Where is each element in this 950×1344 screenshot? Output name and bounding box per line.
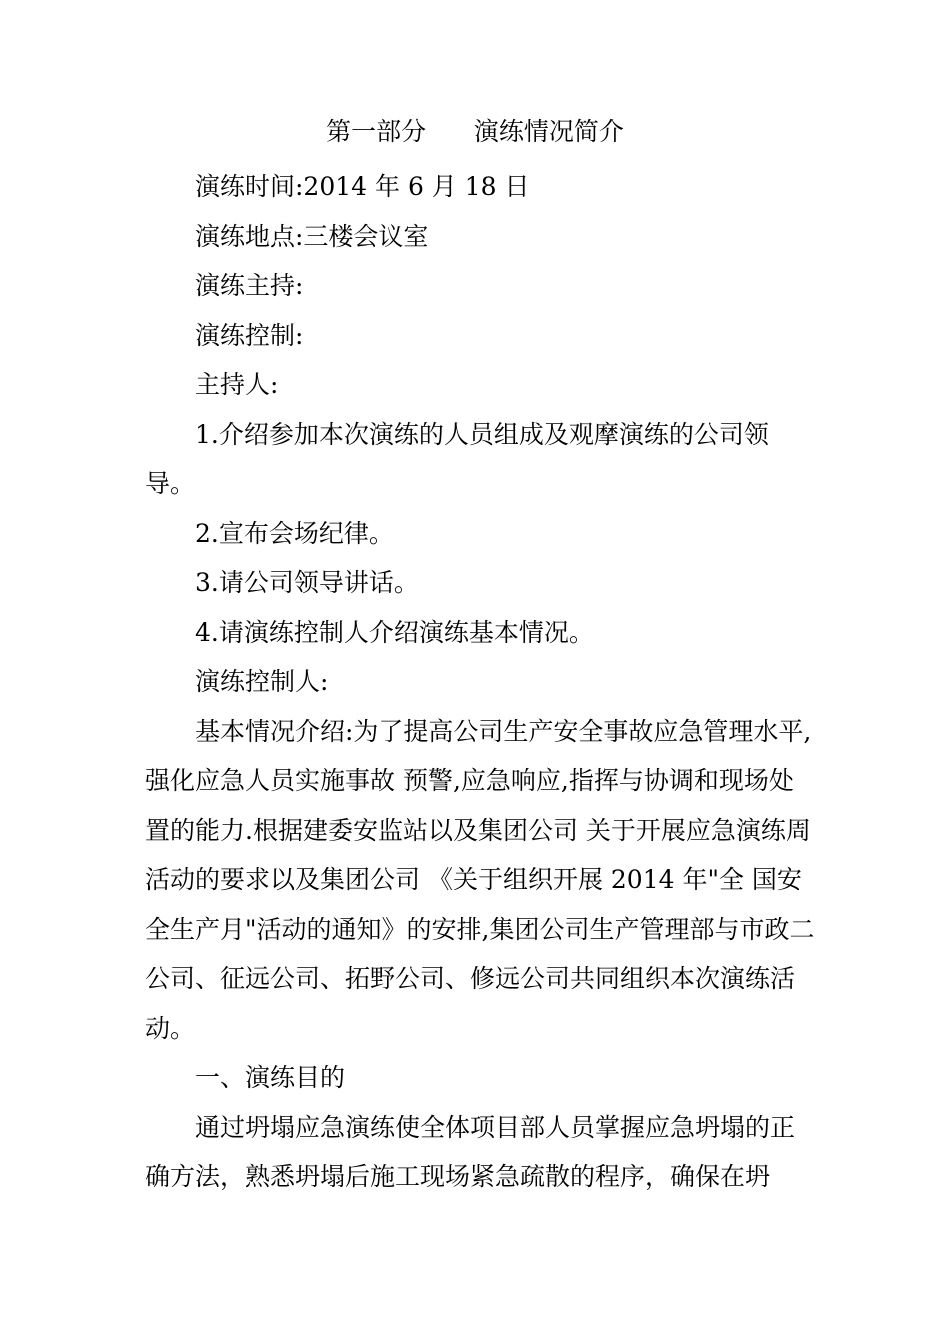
host-item-3: 3.请公司领导讲话。 (195, 568, 419, 597)
section-title: 第一部分 演练情况简介 (326, 117, 624, 146)
document-body (145, 162, 815, 1202)
purpose-heading: 一、演练目的 (195, 1063, 346, 1092)
host-heading: 主持人: (195, 370, 279, 399)
host-item-2: 2.宣布会场纪律。 (195, 518, 394, 548)
purpose-paragraph: 通过坍塌应急演练使全体项目部人员掌握应急坍塌的正确方法，熟悉坍塌后施工现场紧急疏散的程序，确保在坍 (145, 1112, 796, 1191)
controller-heading: 演练控制人: (195, 667, 329, 696)
drill-location: 演练地点:三楼会议室 (195, 221, 429, 251)
drill-time: 演练时间:2014 年 6 月 18 日 (195, 172, 530, 201)
host-item-4: 4.请演练控制人介绍演练基本情况。 (195, 617, 594, 647)
host-item-1: 1.介绍参加本次演练的人员组成及观摩演练的公司领导。 (145, 419, 769, 498)
basic-info-paragraph: 基本情况介绍:为了提高公司生产安全事故应急管理水平,强化应急人员实施事故 预警,应急响应,指挥与协调和现场处置的能力.根据建委安监站以及集团公司 关于开展应急演练周活动的要求以及集团公司 《关于组织开展 2014 年"全 国安全生产月"活动的通知》的安排,集团公司生产管理部与市政二公司、征远公司、拓野公司、修远公司共同组织本次演练活动。 (145, 716, 815, 1043)
drill-control: 演练控制: (195, 320, 304, 350)
drill-host: 演练主持: (195, 271, 304, 300)
